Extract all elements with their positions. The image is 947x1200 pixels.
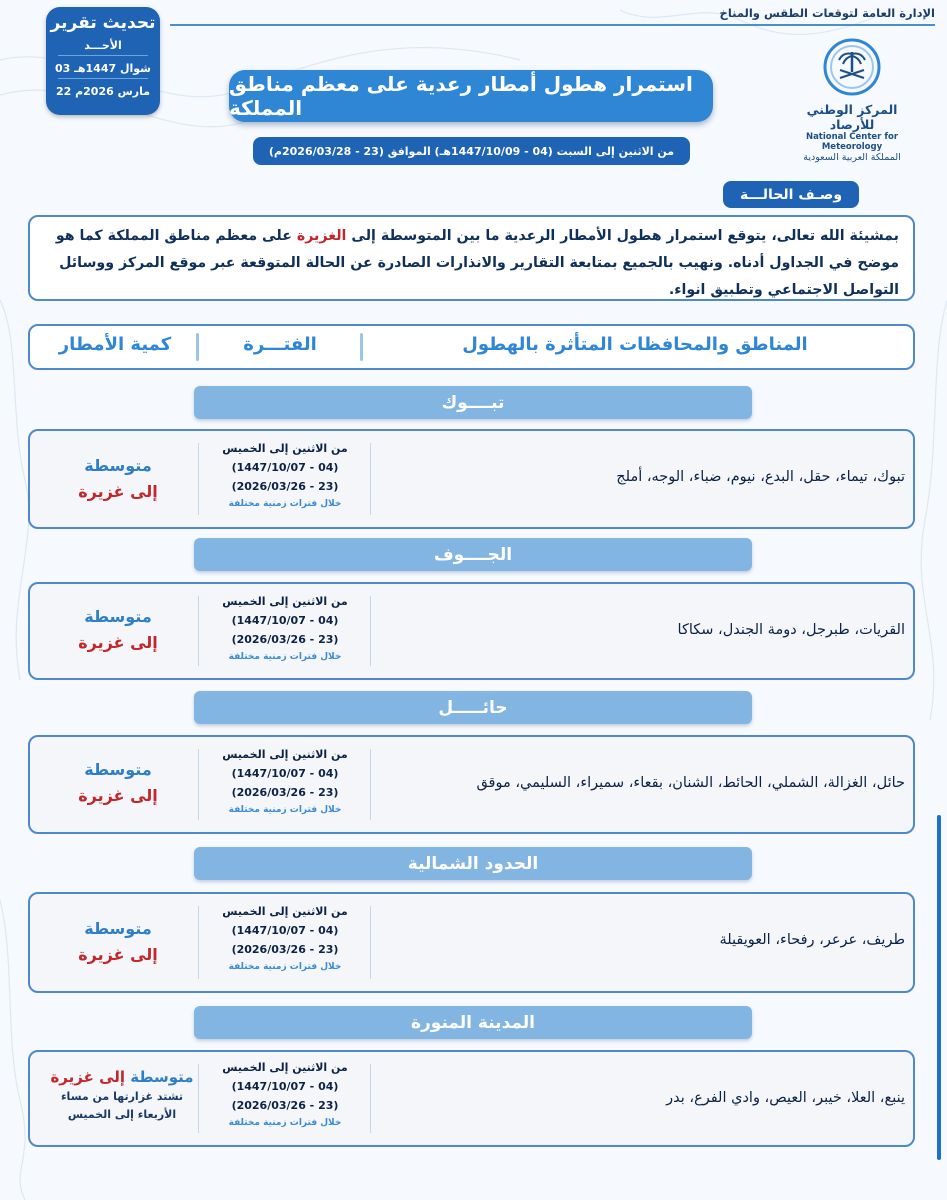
period-gregorian: (2026/03/26 - 23) bbox=[231, 480, 339, 493]
region-period bbox=[200, 592, 370, 665]
badge-title: تحديث تقرير bbox=[50, 13, 156, 33]
amount-moderate: متوسطة bbox=[84, 607, 152, 626]
case-text-before: بمشيئة الله تعالى، يتوقع استمرار هطول الأمطار الرعدية ما بين المتوسطة إلى bbox=[351, 228, 899, 244]
period-gregorian: (2026/03/26 - 23) bbox=[231, 943, 339, 956]
column-divider bbox=[198, 596, 199, 666]
amount-moderate: متوسطة bbox=[84, 760, 152, 779]
rain-amount bbox=[38, 916, 198, 968]
logo-name-arabic: المركز الوطني للأرصاد bbox=[806, 102, 898, 132]
rain-amount bbox=[38, 757, 198, 809]
rain-amount bbox=[38, 604, 198, 656]
logo-name-english: National Center for Meteorology bbox=[805, 132, 899, 152]
case-text-highlight: الغزيرة bbox=[296, 228, 347, 244]
region-title-northern-borders: الحدود الشمالية bbox=[194, 847, 752, 880]
report-headline: استمرار هطول أمطار رعدية على معظم مناطق المملكة bbox=[229, 70, 713, 122]
region-title-hail: حائـــــل bbox=[194, 691, 752, 724]
region-row-jouf bbox=[28, 582, 915, 680]
case-description bbox=[28, 215, 915, 301]
period-hijri: (1447/10/07 - 04) bbox=[231, 767, 339, 780]
period-note: خلال فترات زمنية مختلفة bbox=[228, 805, 342, 815]
palm-swords-emblem-icon bbox=[823, 38, 881, 96]
amount-heavy: إلى غزيرة bbox=[50, 1068, 126, 1086]
rain-amount bbox=[38, 453, 198, 505]
scrollbar[interactable] bbox=[937, 815, 941, 1160]
region-cities: القريات، طبرجل، دومة الجندل، سكاكا bbox=[677, 622, 905, 638]
column-divider bbox=[198, 749, 199, 820]
header-divider bbox=[196, 333, 199, 361]
period-note: خلال فترات زمنية مختلفة bbox=[228, 652, 342, 662]
header-period: الفتـــرة bbox=[243, 334, 317, 355]
badge-gregorian-date: 22 مارس 2026م bbox=[55, 85, 151, 98]
badge-day: الأحـــد bbox=[84, 39, 122, 52]
period-gregorian: (2026/03/26 - 23) bbox=[231, 786, 339, 799]
column-divider bbox=[198, 443, 199, 515]
report-date-range: من الاثنين إلى السبت (04 - 1447/10/09هـ) الموافق (23 - 2026/03/28م) bbox=[253, 137, 690, 165]
amount-heavy: إلى غزيرة bbox=[78, 945, 158, 964]
case-text-after: على معظم مناطق المملكة كما هو موضح في الجداول أدناه. ونهيب بالجميع بمتابعة التقارير والانذارات الصادرة عن الحالة المتوقعة عبر موقع المركز ووسائل التواصل الاجتماعي وتطبيق انواء. bbox=[55, 228, 899, 298]
column-divider bbox=[198, 906, 199, 979]
header-amount: كمية الأمطار bbox=[58, 334, 172, 355]
column-divider bbox=[370, 443, 371, 515]
rain-amount bbox=[38, 1066, 206, 1124]
region-row-madinah bbox=[28, 1050, 915, 1147]
badge-separator bbox=[58, 55, 148, 56]
region-row-tabuk bbox=[28, 429, 915, 529]
period-days: من الاثنين إلى الخميس bbox=[222, 1061, 348, 1074]
update-badge bbox=[46, 7, 160, 115]
period-hijri: (1447/10/07 - 04) bbox=[231, 924, 339, 937]
amount-moderate: متوسطة bbox=[130, 1068, 194, 1086]
period-note: خلال فترات زمنية مختلفة bbox=[228, 499, 342, 509]
region-cities: ينبع، العلا، خيبر، العيص، وادي الفرع، بدر bbox=[666, 1090, 905, 1106]
amount-heavy: إلى غزيرة bbox=[78, 482, 158, 501]
period-gregorian: (2026/03/26 - 23) bbox=[231, 1099, 339, 1112]
period-hijri: (1447/10/07 - 04) bbox=[231, 461, 339, 474]
agency-name: الإدارة العامة لتوقعات الطقس والمناخ bbox=[719, 6, 935, 20]
region-period bbox=[200, 1058, 370, 1131]
amount-heavy: إلى غزيرة bbox=[78, 786, 158, 805]
period-hijri: (1447/10/07 - 04) bbox=[231, 1080, 339, 1093]
badge-separator bbox=[58, 78, 148, 79]
region-row-hail bbox=[28, 735, 915, 834]
region-title-jouf: الجــــوف bbox=[194, 538, 752, 571]
header-regions: المناطق والمحافظات المتأثرة بالهطول bbox=[462, 334, 808, 355]
region-cities: حائل، الغزالة، الشملي، الحائط، الشنان، بقعاء، سميراء، السليمي، موقق bbox=[476, 775, 905, 791]
header-divider bbox=[360, 333, 363, 361]
table-header bbox=[28, 324, 915, 370]
amount-moderate: متوسطة bbox=[84, 919, 152, 938]
period-note: خلال فترات زمنية مختلفة bbox=[228, 962, 342, 972]
column-divider bbox=[370, 1064, 371, 1133]
column-divider bbox=[370, 906, 371, 979]
period-days: من الاثنين إلى الخميس bbox=[222, 905, 348, 918]
region-row-northern-borders bbox=[28, 892, 915, 993]
region-title-tabuk: تبــــوك bbox=[194, 386, 752, 419]
period-days: من الاثنين إلى الخميس bbox=[222, 442, 348, 455]
ncm-logo bbox=[787, 38, 917, 163]
region-period bbox=[200, 902, 370, 975]
region-title-madinah: المدينة المنورة bbox=[194, 1006, 752, 1039]
amount-note-1: تشتد غزارتها من مساء bbox=[60, 1090, 184, 1103]
period-days: من الاثنين إلى الخميس bbox=[222, 748, 348, 761]
period-hijri: (1447/10/07 - 04) bbox=[231, 614, 339, 627]
period-gregorian: (2026/03/26 - 23) bbox=[231, 633, 339, 646]
column-divider bbox=[370, 596, 371, 666]
agency-rule bbox=[170, 24, 935, 26]
region-cities: طريف، عرعر، رفحاء، العويقيلة bbox=[719, 932, 905, 948]
column-divider bbox=[370, 749, 371, 820]
logo-country: المملكة العربية السعودية bbox=[803, 152, 901, 163]
period-note: خلال فترات زمنية مختلفة bbox=[228, 1118, 342, 1128]
case-description-tab: وصـف الحالـــة bbox=[723, 181, 859, 208]
amount-note-2: الأربعاء إلى الخميس bbox=[67, 1108, 177, 1121]
region-cities: تبوك، تيماء، حقل، البدع، نيوم، ضباء، الوجه، أملج bbox=[616, 469, 905, 485]
region-period bbox=[200, 745, 370, 818]
period-days: من الاثنين إلى الخميس bbox=[222, 595, 348, 608]
amount-moderate: متوسطة bbox=[84, 456, 152, 475]
amount-heavy: إلى غزيرة bbox=[78, 633, 158, 652]
region-period bbox=[200, 439, 370, 512]
badge-hijri-date: 03 شوال 1447هـ bbox=[54, 62, 151, 75]
